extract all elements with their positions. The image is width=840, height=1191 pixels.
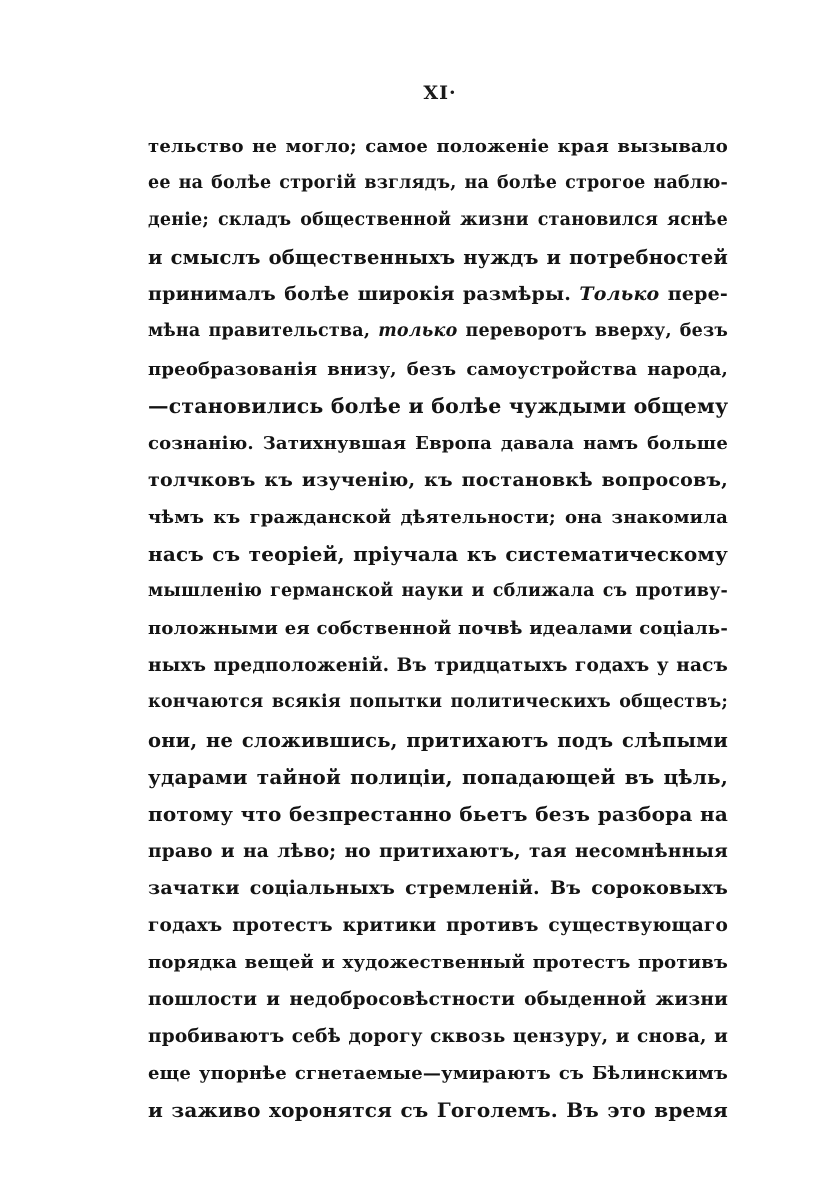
text-line: толчковъ къ изученію, къ постановкѣ вопросовъ, [148, 468, 728, 491]
text-line: положными ея собственной почвѣ идеалами соціаль- [148, 618, 728, 640]
text-line: ее на болѣе строгій взглядъ, на болѣе строгое наблю- [148, 173, 728, 194]
text-line: деніе; складъ общественной жизни становился яснѣе [148, 210, 728, 231]
text-line: принималъ болѣе широкія размѣры. Только пере- [148, 283, 729, 306]
text-line: преобразованія внизу, безъ самоустройства народа, [148, 358, 728, 380]
text-line: чѣмъ къ гражданской дѣятельности; она знакомила [148, 506, 728, 528]
text-line: потому что безпрестанно бьетъ безъ разбора на [148, 801, 728, 826]
text-line: пошлости и недобросовѣстности обыденной жизни [148, 989, 728, 1011]
text-line: еще упорнѣе сгнетаемые—умираютъ съ Бѣлинскимъ [148, 1063, 728, 1085]
text-line: ударами тайной полиціи, попадающей въ цѣль, [148, 764, 728, 789]
emphasis: только [378, 321, 458, 342]
text-line: тельство не могло; самое положеніе края вызывало [148, 136, 728, 157]
text-line: насъ съ теоріей, пріучала къ систематическому [148, 542, 728, 567]
text-line: мѣна правительства, только переворотъ вверху, безъ [148, 321, 728, 342]
text-line: право и на лѣво; но притихаютъ, тая несомнѣнныя [148, 840, 728, 862]
page-number: XI· [423, 82, 457, 104]
text-line: —становились болѣе и болѣе чуждыми общему [148, 393, 729, 418]
text-line: годахъ протестъ критики противъ существующаго [148, 914, 728, 936]
text-line: они, не сложившись, притихаютъ подъ слѣпыми [148, 728, 728, 752]
text-line: кончаются всякія попытки политическихъ обществъ; [148, 692, 728, 713]
text-line: порядка вещей и художественный протестъ противъ [148, 952, 728, 974]
body-text [148, 128, 728, 1130]
text-line: сознанію. Затихнувшая Европа давала намъ больше [148, 432, 728, 454]
emphasis: Только [579, 283, 660, 306]
text-line: зачатки соціальныхъ стремленій. Въ сороковыхъ [148, 876, 728, 899]
text-line: пробиваютъ себѣ дорогу сквозь цензуру, и снова, и [148, 1026, 728, 1048]
text-line: ныхъ предположеній. Въ тридцатыхъ годахъ у насъ [148, 655, 728, 677]
text-line: и смыслъ общественныхъ нуждъ и потребностей [148, 246, 728, 270]
text-line: мышленію германской науки и сближала съ противу- [148, 581, 728, 602]
text-line: и заживо хоронятся съ Гоголемъ. Въ это время [148, 1098, 728, 1123]
